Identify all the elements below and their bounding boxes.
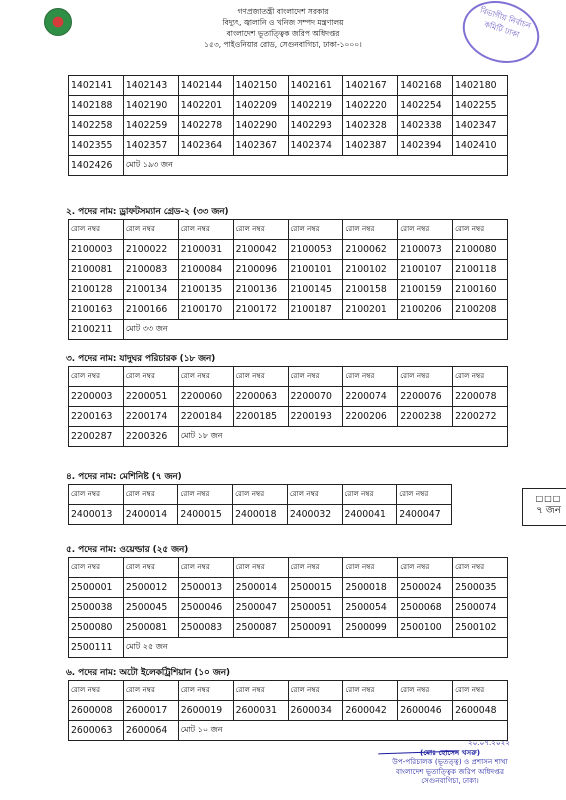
- roll-number-cell: 2100201: [343, 300, 398, 320]
- section-welder: [68, 543, 508, 658]
- roll-number-cell: 1402255: [453, 96, 508, 116]
- roll-number-cell: 2500014: [233, 578, 288, 598]
- roll-number-cell: 2200193: [288, 407, 343, 427]
- column-header: রোল নম্বর: [123, 681, 178, 701]
- roll-number-cell: 2200326: [123, 427, 178, 447]
- roll-number-cell: 1402190: [123, 96, 178, 116]
- roll-number-cell: 1402367: [233, 136, 288, 156]
- column-header: রোল নম্বর: [343, 558, 398, 578]
- roll-number-cell: 2500087: [233, 618, 288, 638]
- column-header: রোল নম্বর: [288, 681, 343, 701]
- roll-number-cell: 2400014: [123, 505, 178, 525]
- roll-number-cell: 2100003: [69, 240, 124, 260]
- roll-number-cell: 2200184: [178, 407, 233, 427]
- roll-number-cell: 2500111: [69, 638, 124, 658]
- roll-number-cell: 2500102: [453, 618, 508, 638]
- roll-number-cell: 2100211: [69, 320, 124, 340]
- roll-number-cell: 2600019: [178, 701, 233, 721]
- roll-number-cell: 2600063: [69, 721, 124, 741]
- roll-number-cell: 2200051: [123, 387, 178, 407]
- roll-number-cell: 2100128: [69, 280, 124, 300]
- roll-number-cell: 2100134: [123, 280, 178, 300]
- roll-number-cell: 1402220: [343, 96, 398, 116]
- column-header: রোল নম্বর: [398, 681, 453, 701]
- roll-number-cell: 2500099: [343, 618, 398, 638]
- roll-number-cell: 1402355: [69, 136, 124, 156]
- table-row: [69, 701, 508, 721]
- roll-number-cell: 2200238: [398, 407, 453, 427]
- header-row: [69, 485, 452, 505]
- table-row: [69, 280, 508, 300]
- roll-number-cell: 2500100: [398, 618, 453, 638]
- column-header: রোল নম্বর: [123, 220, 178, 240]
- roll-number-cell: 2100206: [398, 300, 453, 320]
- total-cell: মোট ১০ জন: [178, 721, 507, 741]
- roll-number-cell: 2500054: [343, 598, 398, 618]
- roll-number-cell: 2500024: [398, 578, 453, 598]
- column-header: রোল নম্বর: [343, 220, 398, 240]
- column-header: রোল নম্বর: [397, 485, 452, 505]
- roll-number-cell: 2200078: [453, 387, 508, 407]
- roll-number-cell: 1402219: [288, 96, 343, 116]
- column-header: রোল নম্বর: [398, 558, 453, 578]
- signature-date: ২০.০৭.২০২২: [468, 738, 510, 747]
- roll-number-cell: 2100160: [453, 280, 508, 300]
- roll-number-cell: 2200070: [288, 387, 343, 407]
- roll-number-cell: 2400041: [342, 505, 397, 525]
- table-row: [69, 387, 508, 407]
- roll-number-cell: 2200163: [69, 407, 124, 427]
- roll-number-cell: 2600034: [288, 701, 343, 721]
- table-row: [69, 618, 508, 638]
- roll-number-cell: 2500018: [343, 578, 398, 598]
- roll-number-cell: 2400047: [397, 505, 452, 525]
- roll-number-cell: 1402293: [288, 116, 343, 136]
- column-header: রোল নম্বর: [288, 367, 343, 387]
- column-header: রোল নম্বর: [398, 220, 453, 240]
- column-header: রোল নম্বর: [69, 220, 124, 240]
- roll-number-cell: 1402180: [453, 76, 508, 96]
- roll-number-cell: 2500051: [288, 598, 343, 618]
- roll-number-cell: 1402168: [398, 76, 453, 96]
- header-row: [69, 681, 508, 701]
- section-museum-attendant: [68, 352, 508, 447]
- column-header: রোল নম্বর: [453, 220, 508, 240]
- roll-table: [68, 557, 508, 658]
- roll-number-cell: 1402161: [288, 76, 343, 96]
- roll-number-cell: 2200063: [233, 387, 288, 407]
- roll-number-cell: 2500080: [69, 618, 124, 638]
- roll-number-cell: 2200174: [123, 407, 178, 427]
- roll-number-cell: 1402278: [178, 116, 233, 136]
- roll-number-cell: 1402328: [343, 116, 398, 136]
- roll-number-cell: 2100031: [178, 240, 233, 260]
- table-row: [69, 300, 508, 320]
- seal-text: বিভাগীয় নির্বাচন কমিটি ঢাকা: [479, 5, 532, 40]
- roll-number-cell: 1402167: [343, 76, 398, 96]
- roll-number-cell: 2100118: [453, 260, 508, 280]
- roll-number-cell: 2200060: [178, 387, 233, 407]
- roll-number-cell: 2200287: [69, 427, 124, 447]
- roll-number-cell: 2100145: [288, 280, 343, 300]
- roll-number-cell: 2600064: [123, 721, 178, 741]
- roll-number-cell: 2500038: [69, 598, 124, 618]
- roll-number-cell: 2500074: [453, 598, 508, 618]
- roll-number-cell: 2100136: [233, 280, 288, 300]
- roll-number-cell: 2400013: [69, 505, 124, 525]
- table-row: [69, 505, 452, 525]
- roll-number-cell: 2600031: [233, 701, 288, 721]
- column-header: রোল নম্বর: [233, 558, 288, 578]
- roll-number-cell: 2100081: [69, 260, 124, 280]
- roll-table: [68, 366, 508, 447]
- column-header: রোল নম্বর: [233, 367, 288, 387]
- header-line-3: বাংলাদেশ ভূতাত্ত্বিক জরিপ অধিদপ্তর: [226, 29, 340, 38]
- roll-table: [68, 219, 508, 340]
- column-header: রোল নম্বর: [123, 485, 178, 505]
- roll-number-cell: 2200003: [69, 387, 124, 407]
- table-row: [69, 76, 508, 96]
- column-header: রোল নম্বর: [233, 220, 288, 240]
- roll-number-cell: 1402347: [453, 116, 508, 136]
- roll-number-cell: 1402374: [288, 136, 343, 156]
- total-cell: মোট ১৯৩ জন: [123, 156, 507, 176]
- roll-number-cell: 1402259: [123, 116, 178, 136]
- roll-number-cell: 2100135: [178, 280, 233, 300]
- section-title: ৩. পদের নাম: যাদুঘর পরিচারক (১৮ জন): [66, 354, 216, 364]
- table-row: [69, 240, 508, 260]
- roll-number-cell: 2600048: [453, 701, 508, 721]
- roll-number-cell: 2200076: [398, 387, 453, 407]
- column-header: রোল নম্বর: [69, 558, 124, 578]
- roll-number-cell: 2600046: [398, 701, 453, 721]
- roll-number-cell: 2100172: [233, 300, 288, 320]
- section-title: ২. পদের নাম: ড্রাফটসম্যান গ্রেড-২ (৩৩ জন): [66, 207, 229, 217]
- roll-number-cell: 2500045: [123, 598, 178, 618]
- roll-number-cell: 2500012: [123, 578, 178, 598]
- roll-number-cell: 2100073: [398, 240, 453, 260]
- section-title: ৪. পদের নাম: মেশিনিষ্ট (৭ জন): [66, 472, 182, 482]
- roll-number-cell: 1402209: [233, 96, 288, 116]
- column-header: রোল নম্বর: [287, 485, 342, 505]
- roll-number-cell: 2100166: [123, 300, 178, 320]
- roll-table: [68, 484, 452, 525]
- roll-number-cell: 1402290: [233, 116, 288, 136]
- column-header: রোল নম্বর: [69, 367, 124, 387]
- column-header: রোল নম্বর: [233, 681, 288, 701]
- roll-number-cell: 2200272: [453, 407, 508, 427]
- section-machinist: [66, 470, 562, 525]
- signatory-office: বাংলাদেশ ভূতাত্ত্বিক জরিপ অধিদপ্তর: [395, 766, 505, 776]
- roll-number-cell: 2100084: [178, 260, 233, 280]
- column-header: রোল নম্বর: [178, 485, 233, 505]
- table-row: [69, 136, 508, 156]
- column-header: রোল নম্বর: [343, 367, 398, 387]
- header-row: [69, 220, 508, 240]
- roll-number-cell: 1402188: [69, 96, 124, 116]
- table-row: [69, 96, 508, 116]
- column-header: রোল নম্বর: [178, 558, 233, 578]
- roll-number-cell: 1402364: [178, 136, 233, 156]
- roll-number-cell: 2500035: [453, 578, 508, 598]
- roll-number-cell: 2400032: [287, 505, 342, 525]
- roll-number-cell: 2500091: [288, 618, 343, 638]
- roll-number-cell: 2500046: [178, 598, 233, 618]
- roll-number-cell: 2100062: [343, 240, 398, 260]
- roll-number-cell: 1402410: [453, 136, 508, 156]
- roll-number-cell: 2200206: [343, 407, 398, 427]
- roll-number-cell: 1402426: [69, 156, 124, 176]
- section-title: ৫. পদের নাম: ওয়েল্ডার (২৫ জন): [66, 545, 189, 555]
- roll-number-cell: 2100102: [343, 260, 398, 280]
- column-header: রোল নম্বর: [178, 681, 233, 701]
- table-row: [69, 407, 508, 427]
- signatory-designation: উপ-পরিচালক (ভূতত্ত্ব) ও প্রশাসন শাখা: [392, 757, 508, 766]
- roll-number-cell: 2100101: [288, 260, 343, 280]
- total-cell: মোট ১৮ জন: [178, 427, 507, 447]
- roll-number-cell: 2600017: [123, 701, 178, 721]
- roll-number-cell: 1402150: [233, 76, 288, 96]
- signatory-location: সেগুনবাগিচা, ঢাকা।: [421, 776, 479, 785]
- roll-number-cell: 2100096: [233, 260, 288, 280]
- column-header: রোল নম্বর: [69, 681, 124, 701]
- section-draftsman: [68, 205, 508, 340]
- roll-number-cell: 2100208: [453, 300, 508, 320]
- column-header: রোল নম্বর: [123, 558, 178, 578]
- roll-number-cell: 2100158: [343, 280, 398, 300]
- machinist-total: ৭ জন: [536, 505, 561, 516]
- roll-number-cell: 2600008: [69, 701, 124, 721]
- roll-number-cell: 2100083: [123, 260, 178, 280]
- column-header: রোল নম্বর: [342, 485, 397, 505]
- column-header: রোল নম্বর: [453, 558, 508, 578]
- roll-number-cell: 2100159: [398, 280, 453, 300]
- roll-number-cell: 1402387: [343, 136, 398, 156]
- roll-table: [68, 75, 508, 176]
- column-header: রোল নম্বর: [453, 681, 508, 701]
- section-auto-electrician: [68, 666, 508, 741]
- roll-number-cell: 1402394: [398, 136, 453, 156]
- roll-number-cell: 2100022: [123, 240, 178, 260]
- column-header: রোল নম্বর: [178, 220, 233, 240]
- roll-number-cell: 1402254: [398, 96, 453, 116]
- roll-number-cell: 2500047: [233, 598, 288, 618]
- roll-number-cell: 1402144: [178, 76, 233, 96]
- roll-number-cell: 2500015: [288, 578, 343, 598]
- column-header: রোল নম্বর: [398, 367, 453, 387]
- roll-number-cell: 2600042: [343, 701, 398, 721]
- roll-number-cell: 1402357: [123, 136, 178, 156]
- table-row: [69, 320, 508, 340]
- roll-number-cell: 1402258: [69, 116, 124, 136]
- roll-number-cell: 2100042: [233, 240, 288, 260]
- roll-number-cell: 2500013: [178, 578, 233, 598]
- column-header: রোল নম্বর: [453, 367, 508, 387]
- column-header: রোল নম্বর: [343, 681, 398, 701]
- machinist-total-box: □□□ ৭ জন: [522, 488, 566, 526]
- signatory-name: (মোঃ হোসেন খসরু): [419, 747, 481, 757]
- column-header: রোল নম্বর: [69, 485, 124, 505]
- total-cell: মোট ২৫ জন: [123, 638, 507, 658]
- roll-number-cell: 2200185: [233, 407, 288, 427]
- table-row: [69, 116, 508, 136]
- table-row: [69, 156, 508, 176]
- roll-number-cell: 2400018: [233, 505, 288, 525]
- roll-number-cell: 2400015: [178, 505, 233, 525]
- column-header: রোল নম্বর: [288, 220, 343, 240]
- roll-number-cell: 1402201: [178, 96, 233, 116]
- roll-number-cell: 1402141: [69, 76, 124, 96]
- roll-number-cell: 1402143: [123, 76, 178, 96]
- roll-number-cell: 1402338: [398, 116, 453, 136]
- table-row: [69, 638, 508, 658]
- roll-number-cell: 2500083: [178, 618, 233, 638]
- roll-number-cell: 2200074: [343, 387, 398, 407]
- header-row: [69, 558, 508, 578]
- table-row: [69, 260, 508, 280]
- roll-number-cell: 2500001: [69, 578, 124, 598]
- roll-number-cell: 2100053: [288, 240, 343, 260]
- total-cell: মোট ৩৩ জন: [123, 320, 507, 340]
- column-header: রোল নম্বর: [178, 367, 233, 387]
- roll-number-cell: 2500068: [398, 598, 453, 618]
- table-row: [69, 578, 508, 598]
- column-header: রোল নম্বর: [288, 558, 343, 578]
- roll-number-cell: 2100163: [69, 300, 124, 320]
- table-row: [69, 598, 508, 618]
- column-header: রোল নম্বর: [233, 485, 288, 505]
- roll-number-cell: 2100080: [453, 240, 508, 260]
- header-row: [69, 367, 508, 387]
- roll-table: [68, 680, 508, 741]
- roll-number-cell: 2500081: [123, 618, 178, 638]
- column-header: রোল নম্বর: [123, 367, 178, 387]
- roll-number-cell: 2100170: [178, 300, 233, 320]
- signature-block: [370, 738, 530, 786]
- roll-number-cell: 2100107: [398, 260, 453, 280]
- roll-number-cell: 2100187: [288, 300, 343, 320]
- table-row: [69, 427, 508, 447]
- section-title: ৬. পদের নাম: অটো ইলেকট্রিশিয়ান (১০ জন): [66, 668, 230, 678]
- header-line-4: ১৫৩, পাইওনিয়ার রোড, সেগুনবাগিচা, ঢাকা-১০০০।: [204, 40, 362, 49]
- roll-table-post-1: [68, 75, 508, 176]
- header-line-1: গণপ্রজাতন্ত্রী বাংলাদেশ সরকার: [237, 7, 329, 16]
- header-line-2: বিদ্যুৎ, জ্বালানি ও খনিজ সম্পদ মন্ত্রণালয়: [222, 18, 344, 27]
